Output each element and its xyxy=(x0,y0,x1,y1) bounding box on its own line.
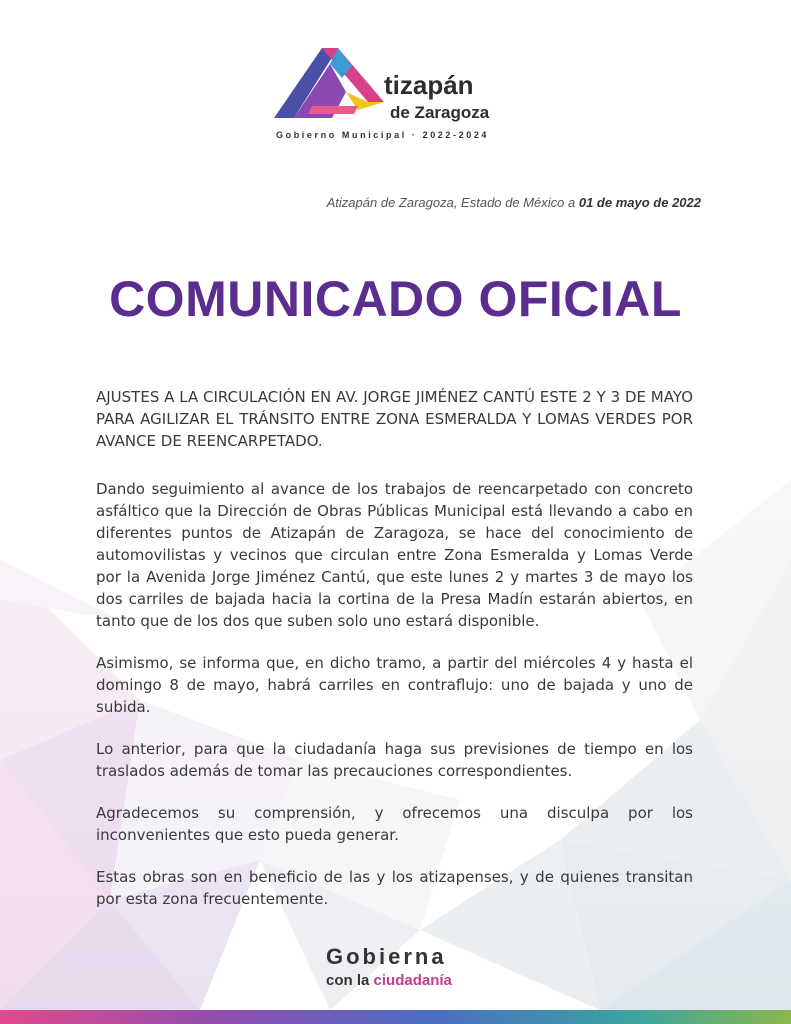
dateline xyxy=(327,195,701,210)
slogan-accent: ciudadanía xyxy=(373,972,452,989)
footer-color-bar xyxy=(0,1010,791,1024)
communique-body xyxy=(96,386,693,930)
slogan-prefix: con la xyxy=(326,972,370,989)
page-title: COMUNICADO OFICIAL xyxy=(109,271,682,327)
dateline-date: 01 de mayo de 2022 xyxy=(578,195,701,210)
dateline-place: Atizapán de Zaragoza, Estado de México a xyxy=(326,195,576,210)
paragraph-2: Asimismo, se informa que, en dicho tramo, a partir del miércoles 4 y hasta el domingo 8 de mayo, habrá carriles en contraflujo: uno de bajada y uno de subida. xyxy=(96,654,693,716)
atizapan-a-logo-icon xyxy=(272,44,392,124)
slogan-line-2 xyxy=(326,972,486,989)
paragraph-5: Estas obras son en beneficio de las y los atizapenses, y de quienes transitan por esta zona frecuentemente. xyxy=(96,868,693,908)
footer-slogan-logo xyxy=(326,946,486,989)
communique-headline: AJUSTES A LA CIRCULACIÓN EN AV. JORGE JIMÉNEZ CANTÚ ESTE 2 Y 3 DE MAYO PARA AGILIZAR EL TRÁNSITO ENTRE ZONA ESMERALDA Y LOMAS VERDES POR AVANCE DE REENCARPETADO. xyxy=(96,388,693,450)
paragraph-1: Dando seguimiento al avance de los trabajos de reencarpetado con concreto asfáltico que la Dirección de Obras Públicas Municipal está llevando a cabo en diferentes puntos de Atizapán de Zaragoza, se hace del conocimiento de automovilistas y vecinos que circulan entre Zona Esmeralda y Lomas Verde por la Avenida Jorge Jiménez Cantú, que este lunes 2 y martes 3 de mayo los dos carriles de bajada hacia la cortina de la Presa Madín estarán abiertos, en tanto que de los dos que suben solo uno estará disponible. xyxy=(96,480,693,630)
slogan-line-1: Gobierna xyxy=(326,944,447,969)
paragraph-4: Agradecemos su comprensión, y ofrecemos una disculpa por los inconvenientes que esto pueda generar. xyxy=(96,804,693,844)
municipality-logo xyxy=(272,44,524,144)
logo-name: tizapán xyxy=(384,70,474,100)
logo-subtitle: de Zaragoza xyxy=(390,103,490,122)
logo-tagline: Gobierno Municipal · 2022-2024 xyxy=(276,130,490,140)
paragraph-3: Lo anterior, para que la ciudadanía haga sus previsiones de tiempo en los traslados además de tomar las precauciones correspondientes. xyxy=(96,740,693,780)
